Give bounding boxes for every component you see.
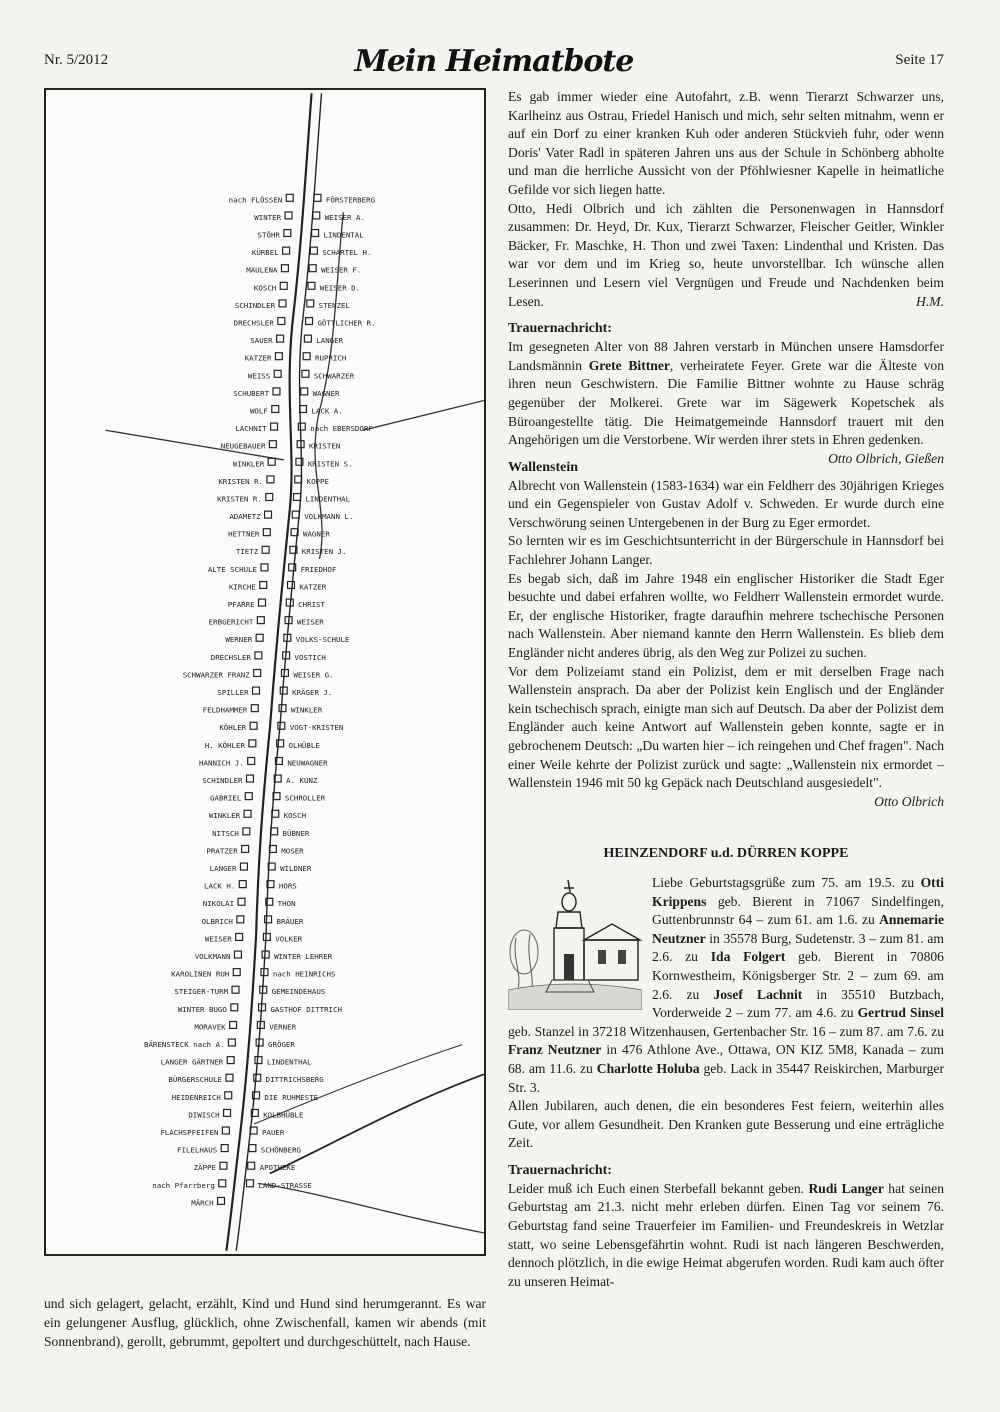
map-label: LINDENTAL <box>323 230 364 240</box>
house-marker <box>307 300 314 307</box>
house-marker <box>302 370 309 377</box>
map-label: SAUER <box>250 336 273 346</box>
map-label: GEMEINDEHAUS <box>271 987 326 997</box>
house-marker <box>245 793 252 800</box>
road-south <box>258 1180 484 1233</box>
map-label: SCHROLLER <box>284 793 326 803</box>
house-marker <box>243 828 250 835</box>
map-label: WAGNER <box>303 529 330 539</box>
map-label: KRISTEN <box>309 441 341 451</box>
map-label: nach HEINRICHS <box>272 969 336 979</box>
house-marker <box>277 335 284 342</box>
house-marker <box>220 1162 227 1169</box>
map-label: KAROLINEN RUH <box>171 969 230 979</box>
house-marker <box>272 406 279 413</box>
house-marker <box>278 318 285 325</box>
map-label: SCHÖNBERG <box>260 1145 302 1155</box>
map-label: PAUER <box>262 1127 285 1137</box>
name-rudi-langer: Rudi Langer <box>808 1180 884 1196</box>
house-marker <box>240 863 247 870</box>
map-label: NIKOLAI <box>202 899 235 909</box>
page-number: Seite 17 <box>895 52 944 68</box>
map-label: WILDNER <box>280 864 312 874</box>
map-label: SCHINDLER <box>234 300 276 310</box>
house-marker <box>280 282 287 289</box>
house-marker <box>262 546 269 553</box>
house-marker <box>248 1162 255 1169</box>
house-marker <box>298 423 305 430</box>
house-marker <box>309 265 316 272</box>
map-label: VOLKER <box>275 934 303 944</box>
map-label: LINDENTHAL <box>266 1057 312 1067</box>
map-label: WINTER <box>254 212 282 222</box>
side-road <box>312 212 343 559</box>
house-marker <box>278 722 285 729</box>
paragraph-geburtstagsgruesse: Liebe Geburtstagsgrüße zum 75. am 19.5. zu Otti Krippens geb. Bierent in 71067 Sindelfingen, Guttenbrunnstr 64 – zum 61. am 1.6. zu Annemarie Neutzner in 35578 Burg, Sudetenstr. 3 – zum 81. am 2.6. zu Ida Folgert geb. Bierent in 70806 Kornwestheim, Königsberger Str. 2 – zum 69. am 2.6. zu Josef Lachnit in 35510 Butzbach, Vorderweide 2 – zum 77. am 4.6. zu Gertrud Sinsel geb. Stanzel in 37218 Witzenhausen, Gertenbacher Str. 16 – zum 87. am 7.6. zu Franz Neutzner in 476 Athlone Ave., Ottawa, ON KIZ 5M8, Kanada – zum 68. am 11.6. zu Charlotte Holuba geb. Lack in 35447 Reiskirchen, Marburger Str. 3. <box>508 874 945 1095</box>
map-label: VOLKMANN L. <box>304 512 354 522</box>
map-label: PFARRE <box>227 600 255 610</box>
signature-olbrich-giessen: Otto Olbrich, Gießen <box>828 450 944 466</box>
house-marker <box>279 705 286 712</box>
map-label: WINKLER <box>208 811 241 821</box>
heading-wallenstein: Wallenstein <box>508 459 579 475</box>
name-grete-bittner: Grete Bittner <box>588 357 670 373</box>
house-marker <box>286 194 293 201</box>
house-marker <box>283 247 290 254</box>
map-label: BÜRGERSCHULE <box>168 1075 223 1085</box>
map-label: KRISTEN R. <box>218 476 264 486</box>
map-label: WEISER F. <box>321 265 362 275</box>
map-label: ERBGERICHT <box>208 617 254 627</box>
railway <box>270 1074 484 1173</box>
house-marker <box>248 757 255 764</box>
map-label: LACK A. <box>311 406 343 416</box>
map-label: DIE RUHMESTE <box>264 1092 319 1102</box>
paragraph-wallenstein-2: So lernten wir es im Geschichtsunterricht in der Bürgerschule in Hannsdorf bei Fachlehrer Johann Langer. <box>508 533 944 568</box>
issue-number: Nr. 5/2012 <box>44 52 109 68</box>
map-label: WOLF <box>249 406 268 416</box>
house-marker <box>246 775 253 782</box>
map-label: STENZEL <box>318 300 350 310</box>
map-label: GABRIEL <box>210 793 242 803</box>
right-column <box>508 88 944 1291</box>
paragraph-jubilare: Allen Jubilaren, auch denen, die ein besonderes Fest feiern, weiterhin alles Gute, vor allem Gesundheit. Den Kranken gute Besserung und eine erträgliche Zeit. <box>508 1098 944 1151</box>
map-label: ZÄPPE <box>193 1163 217 1173</box>
map-label: BÜBNER <box>282 828 310 838</box>
house-marker <box>292 511 299 518</box>
house-marker <box>225 1092 232 1099</box>
map-label: HEIDENREICH <box>171 1092 221 1102</box>
map-label: ADAMETZ <box>229 512 261 522</box>
house-marker <box>253 687 260 694</box>
map-label: KRISTEN S. <box>307 459 353 469</box>
map-label: SPILLER <box>217 688 249 698</box>
house-marker <box>268 458 275 465</box>
map-label: FILELHAUS <box>177 1145 218 1155</box>
paragraph-wallenstein-3: Es begab sich, daß im Jahre 1948 ein englischer Historiker die Stadt Eger besuchte und dabei erfahren wollte, wo Feldherr Wallenstein ermordet wurde. Er, der englische Historiker, fragte daraufhin mehrere tschechische Personen nach Wallenstein. Aber niemand kannte den Herrn Wallenstein. Es blieb dem Engländer nicht anderes übrig, als den Weg zur Polizei zu suchen. <box>508 570 944 661</box>
house-marker <box>227 1057 234 1064</box>
map-label: WEISER D. <box>319 283 361 293</box>
church-illustration <box>508 878 642 1010</box>
house-marker <box>263 933 270 940</box>
map-label: CHRIST <box>298 600 325 610</box>
map-label: WEISER <box>204 934 232 944</box>
map-label: HETTNER <box>228 529 260 539</box>
house-marker <box>279 300 286 307</box>
house-marker <box>273 388 280 395</box>
map-label: APOTHEKE <box>259 1163 296 1173</box>
paragraph-wallenstein-1: Albrecht von Wallenstein (1583-1634) war ein Feldherr des 30jährigen Krieges und ein Gegenspieler von Gustav Adolf v. Schweden. Er wurde durch eine Verschwörung seinen Untergebenen in der Burg zu Eger ermordet. <box>508 477 944 530</box>
left-column-text: und sich gelagert, gelacht, erzählt, Kind und Hund sind herumgerannt. Es war ein gelungener Ausflug, glücklich, ohne Zwischenfall, kamen wir abends (mit Sonnenbrand), gerollt, gebrummt, gepoltert und durchgeschüttelt, nach Hause. <box>44 1296 486 1349</box>
house-marker <box>234 951 241 958</box>
house-marker <box>250 722 257 729</box>
house-marker <box>285 212 292 219</box>
hand-drawn-village-map <box>46 90 484 1254</box>
house-marker <box>312 230 319 237</box>
map-label: LINDENTHAL <box>305 494 351 504</box>
house-marker <box>218 1197 225 1204</box>
house-marker <box>281 265 288 272</box>
house-marker <box>254 1074 261 1081</box>
house-marker <box>228 1039 235 1046</box>
map-label: STEIGER-TURM <box>174 987 229 997</box>
map-label: THON <box>277 899 296 909</box>
map-label: NEUWAGNER <box>287 758 328 768</box>
map-label: KATZER <box>299 582 327 592</box>
map-label: WINKLER <box>232 459 265 469</box>
house-marker <box>267 476 274 483</box>
house-marker <box>249 1145 256 1152</box>
house-marker <box>271 423 278 430</box>
house-marker <box>231 1004 238 1011</box>
map-label: TIETZ <box>235 547 259 557</box>
map-label: LACHNIT <box>235 424 267 434</box>
map-label: KRISTEN R. <box>217 494 262 504</box>
house-marker <box>222 1127 229 1134</box>
map-label: KRISTEN J. <box>301 547 347 557</box>
map-label: MOSER <box>281 846 304 856</box>
map-label: KOSCH <box>253 283 277 293</box>
house-marker <box>306 318 313 325</box>
map-label: VERNER <box>269 1022 297 1032</box>
house-marker <box>303 353 310 360</box>
map-label: VOLKMANN <box>194 951 231 961</box>
map-label: SCHUBERT <box>233 388 270 398</box>
map-label: LANGER GÄRTNER <box>160 1057 224 1067</box>
house-marker <box>251 705 258 712</box>
map-label: BÄRENSTECK nach A. <box>144 1039 225 1049</box>
house-marker <box>247 1180 254 1187</box>
house-marker <box>236 933 243 940</box>
house-marker <box>301 388 308 395</box>
map-label: MORAVEK <box>194 1022 226 1032</box>
house-marker <box>232 986 239 993</box>
map-label: KRÄGER J. <box>292 688 333 698</box>
house-marker <box>313 212 320 219</box>
village-map <box>44 88 486 1256</box>
map-label: GASTHOF DITTRICH <box>270 1004 342 1014</box>
map-label: MÄRCH <box>191 1198 214 1208</box>
map-label: WEISER A. <box>324 212 365 222</box>
map-label: FÖRSTERBERG <box>325 195 376 205</box>
house-marker <box>310 247 317 254</box>
map-labels <box>144 194 376 1207</box>
heading-trauernachricht-2: Trauernachricht: <box>508 1162 612 1178</box>
house-marker <box>238 898 245 905</box>
map-label: WERNER <box>225 635 253 645</box>
map-label: KÖHLER <box>219 723 247 733</box>
house-marker <box>237 916 244 923</box>
map-label: WINKLER <box>290 705 323 715</box>
house-marker <box>266 494 273 501</box>
paragraph-grete-bittner: Im gesegneten Alter von 88 Jahren verstarb in München unsere Hamsdorfer Landsmännin Grete Bittner, verheiratete Feyer. Grete war die Älteste von ihren neun Geschwistern. Die Familie Bittner wohnte zu Hause schräg gegenüber der Molkerei. Grete war im Sägewerk Kopetschek als Büroangestellte tätig. Die Heimatgemeinde Hannsdorf trauert mit den Angehörigen um die Verstorbene. Wir werden ihrer stets in Ehren gedenken. Otto Olbrich, Gießen <box>508 338 944 450</box>
map-label: NITSCH <box>212 828 239 838</box>
map-label: SCHINDLER <box>202 776 243 786</box>
house-marker <box>239 881 246 888</box>
map-label: NEUGEBAUER <box>220 441 266 451</box>
map-label: A. KUNZ <box>286 776 318 786</box>
map-label: SCHWARZER <box>313 371 355 381</box>
map-label: GRÖGER <box>268 1039 295 1049</box>
house-marker <box>259 599 266 606</box>
signature-otto-olbrich: Otto Olbrich <box>874 793 944 809</box>
house-marker <box>304 335 311 342</box>
house-marker <box>265 916 272 923</box>
map-label: KOLBHÜBLE <box>263 1110 304 1120</box>
house-marker <box>269 441 276 448</box>
map-label: DRECHSLER <box>233 318 274 328</box>
map-label: DRECHSLER <box>210 652 251 662</box>
map-label: WEISER G. <box>293 670 334 680</box>
map-label: KIRCHE <box>228 582 256 592</box>
signature-hm: H.M. <box>916 293 944 309</box>
paragraph-rudi-langer: Leider muß ich Euch einen Sterbefall bekannt geben. Rudi Langer hat seinen Geburtstag am 21.3. nicht mehr erleben dürfen. Einen Tag vor seinem 76. Geburtstag fand seine Trauerfeier im Familien- und Freundeskreis in Wetzlar statt, wo seine Lebensgefährtin wohnt. Rudi ist nach längeren Beschwerden, dennoch plötzlich, in die ewige Heimat abgerufen worden. Rudi kam auch öfter zu unseren Heimat- <box>508 1180 945 1289</box>
house-marker <box>242 845 249 852</box>
map-label: WAGNER <box>312 388 340 398</box>
map-label: nach Pfarrberg <box>152 1180 215 1190</box>
house-marker <box>224 1109 231 1116</box>
map-label: ALTE SCHULE <box>207 564 257 574</box>
map-label: nach FLÖSSEN <box>228 195 283 205</box>
map-label: HORS <box>278 881 297 891</box>
map-label: VOLKS-SCHULE <box>295 635 350 645</box>
house-marker <box>221 1145 228 1152</box>
map-label: nach EBERSDORF <box>310 424 373 434</box>
map-label: VOGT-KRISTEN <box>289 723 344 733</box>
house-marker <box>265 511 272 518</box>
map-label: VOSTICH <box>294 652 326 662</box>
house-marker <box>288 582 295 589</box>
house-marker <box>256 634 263 641</box>
map-label: WINTER LEHRER <box>274 951 333 961</box>
paragraph-wallenstein-4: Vor dem Polizeiamt stand ein Polizist, dem er mit derselben Frage nach Wallenstein ansprach. Da aber der Polizist kein Englisch und der Engländer kein tschechisch sprach, einigte man sich auf Deutsch. Da aber der Polizist dem Engländer auch keine Antwort auf Wallenstein geben konnte, sagte er in gebrochenem Deutsch: „Du warten hier – ich reingehen und Chef fragen". Nach einer Weile kehrte der Polizist zurück und sagte: „Wallenstein nix ermordet – Wallenstein 1946 mit 50 kg Gepäck nach Deutschland ausgesiedelt". <box>508 663 944 791</box>
house-marker <box>314 194 321 201</box>
map-label: LANGER <box>316 336 344 346</box>
house-marker <box>255 652 262 659</box>
map-label: RUPRICH <box>315 353 347 363</box>
map-label: STÖHR <box>257 230 280 240</box>
house-marker <box>280 687 287 694</box>
house-marker <box>244 810 251 817</box>
map-label: FLACHSPFEIFEN <box>160 1127 219 1137</box>
map-label: KÜRBEL <box>251 248 279 258</box>
house-marker <box>249 740 256 747</box>
map-label: H. KÖHLER <box>204 740 245 750</box>
map-label: KOSCH <box>283 811 307 821</box>
map-label: OLBRICH <box>201 916 233 926</box>
map-label: FRIEDHOF <box>300 564 337 574</box>
map-label: HANNICH J. <box>199 758 244 768</box>
heading-trauernachricht-1: Trauernachricht: <box>508 321 612 337</box>
house-marker <box>230 1021 237 1028</box>
house-marker <box>261 564 268 571</box>
map-label: MAULENA <box>246 265 278 275</box>
map-label: LANGER <box>209 864 237 874</box>
map-label: GÖTTLICHER R. <box>317 318 376 328</box>
house-marker <box>255 1057 262 1064</box>
map-label: DITTRICHSBERG <box>265 1075 324 1085</box>
house-marker <box>254 670 261 677</box>
house-marker <box>274 370 281 377</box>
map-label: SCHARTEL H. <box>322 248 372 258</box>
house-marker <box>226 1074 233 1081</box>
paragraph-personenwagen: Otto, Hedi Olbrich und ich zählten die Personenwagen in Hannsdorf zusammen: Dr. Heyd, Dr. Kux, Tierarzt Schwarzer, Fleischer Geitler, Winkler Bäcker, Fr. Maschke, H. Thon und zwei Taxen: Lindenthal und Kristen. Das war vor dem und im Krieg so, heute unvorstellbar. Ich wünsche allen Leserinnen und Lesern viel Vergnügen und Freude und Nachdenken beim Lesen. H.M. <box>508 200 944 312</box>
road-to-volkmann <box>363 400 484 430</box>
map-label: BRÄUER <box>276 916 304 926</box>
cross-icon <box>564 880 574 892</box>
map-label: WEISER <box>296 617 324 627</box>
heading-heinzendorf: HEINZENDORF u.d. DÜRREN KOPPE <box>603 846 849 862</box>
map-label: FELDHAMMER <box>202 705 248 715</box>
house-marker <box>257 617 264 624</box>
tree-icon <box>515 934 532 988</box>
house-marker <box>219 1180 226 1187</box>
map-label: LACK H. <box>204 881 236 891</box>
map-label: KATZER <box>244 353 272 363</box>
map-label: WINTER BUGO <box>177 1004 227 1014</box>
map-label: PRATZER <box>206 846 238 856</box>
map-label: WEISS <box>247 371 271 381</box>
house-marker <box>308 282 315 289</box>
house-marker <box>275 353 282 360</box>
map-label: KOPPE <box>306 476 329 486</box>
map-label: DIWISCH <box>188 1110 220 1120</box>
masthead-title: Mein Heimatbote <box>354 44 634 79</box>
map-label: OLHÜBLE <box>288 740 320 750</box>
map-label: SCHWARZER FRANZ <box>182 670 250 680</box>
house-marker <box>260 582 267 589</box>
house-marker <box>284 230 291 237</box>
page-header <box>44 44 944 80</box>
house-marker <box>233 969 240 976</box>
house-marker <box>294 494 301 501</box>
map-label: LAND-STRASSE <box>258 1180 313 1190</box>
paragraph-autofahrt: Es gab immer wieder eine Autofahrt, z.B. wenn Tierarzt Schwarzer uns, Karlheinz aus Ostrau, Friedel Hanisch und mich, sehr selten mitnahm, wenn er auf ein Dorf zu einer kranken Kuh oder anderen Stückvieh fuhr, oder wenn Doris' Vater Radl in späteren Jahren uns aus der Schule in Schönberg abholte und man die herrliche Aussicht von der Pföhlwiesner Kapelle in heimatliche Gefilde vor sich liegen hatte. <box>508 89 944 197</box>
house-marker <box>263 529 270 536</box>
